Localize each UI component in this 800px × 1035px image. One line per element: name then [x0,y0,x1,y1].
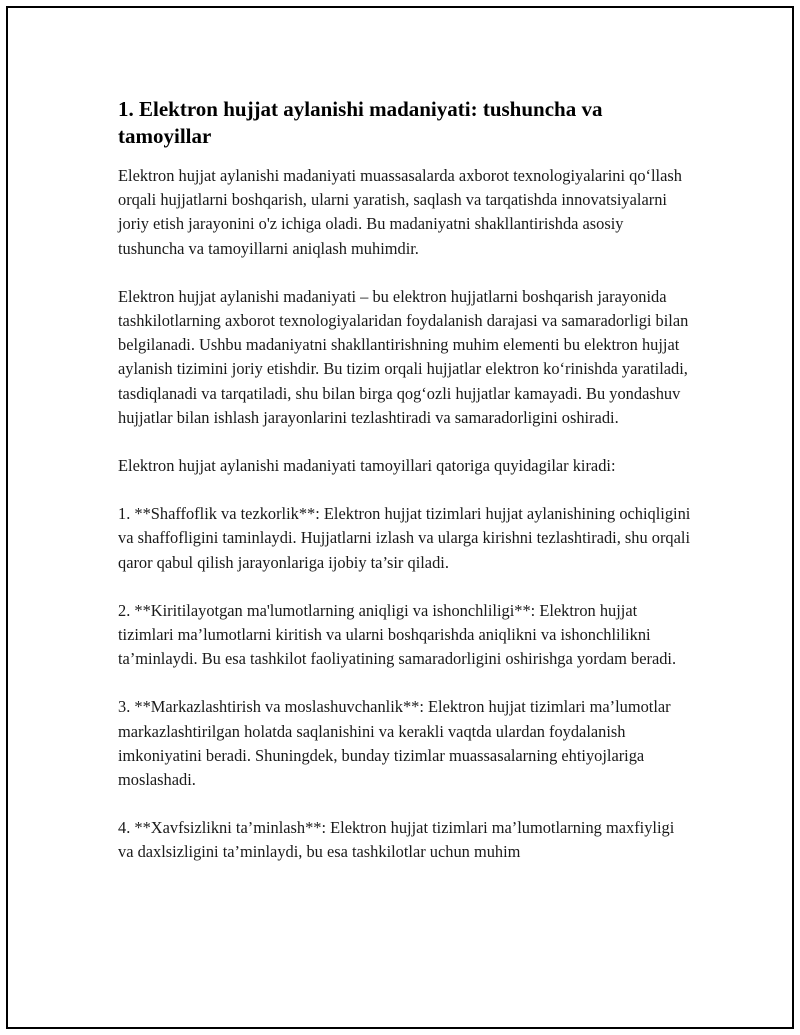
principle-item-3: 3. **Markazlashtirish va moslashuvchanlik**: Elektron hujjat tizimlari ma’lumotlar markazlashtirilgan holatda saqlanishini va kerakli vaqtda ulardan foydalanish imkoniyatini beradi. Shuningdek, bunday tizimlar muassasalarning ehtiyojlariga moslashadi. [118,697,671,790]
principle-item-4: 4. **Xavfsizlikni ta’minlash**: Elektron hujjat tizimlari ma’lumotlarning maxfiyligi va daxlsizligini ta’minlaydi, bu esa tashkilotlar uchun muhim [118,818,675,862]
document-content [118,96,693,889]
paragraph-definition: Elektron hujjat aylanishi madaniyati – bu elektron hujjatlarni boshqarish jarayonida tashkilotlarning axborot texnologiyalaridan foydalanish darajasi va samaradorligi bilan belgilanadi. Ushbu madaniyatni shakllantirishning muhim elementi bu elektron hujjat aylanish tizimini joriy etishdir. Bu tizim orqali hujjatlar elektron ko‘rinishda yaratiladi, tasdiqlanadi va tarqatiladi, shu bilan birga qog‘ozli hujjatlar kamayadi. Bu yondashuv hujjatlar bilan ishlash jarayonlarini tezlashtiradi va samaradorligini oshiradi. [118,286,689,427]
principle-item-1: 1. **Shaffoflik va tezkorlik**: Elektron hujjat tizimlari hujjat aylanishining ochiqligini va shaffofligini taminlaydi. Hujjatlarni izlash va ularga kirishni tezlashtiradi, shu orqali qaror qabul qilish jarayonlariga ijobiy ta’sir qiladi. [118,504,691,572]
paragraph-intro: Elektron hujjat aylanishi madaniyati muassasalarda axborot texnologiyalarini qo‘llash orqali hujjatlarni boshqarish, ularni yaratish, saqlash va tarqatishda innovatsiyalarni joriy etish jarayonini o'z ichiga oladi. Bu madaniyatni shakllantirishda asosiy tushuncha va tamoyillarni aniqlash muhimdir. [118,166,682,258]
document-page [6,6,794,1029]
section-heading: 1. Elektron hujjat aylanishi madaniyati: tushuncha va tamoyillar [118,97,603,148]
paragraph-principles-intro: Elektron hujjat aylanishi madaniyati tamoyillari qatoriga quyidagilar kiradi: [118,456,616,476]
principle-item-2: 2. **Kiritilayotgan ma'lumotlarning aniqligi va ishonchliligi**: Elektron hujjat tizimlari ma’lumotlarni kiritish va ularni boshqarishda aniqlikni va ishonchlilikni ta’minlaydi. Bu esa tashkilot faoliyatining samaradorligini oshirishga yordam beradi. [118,600,677,669]
